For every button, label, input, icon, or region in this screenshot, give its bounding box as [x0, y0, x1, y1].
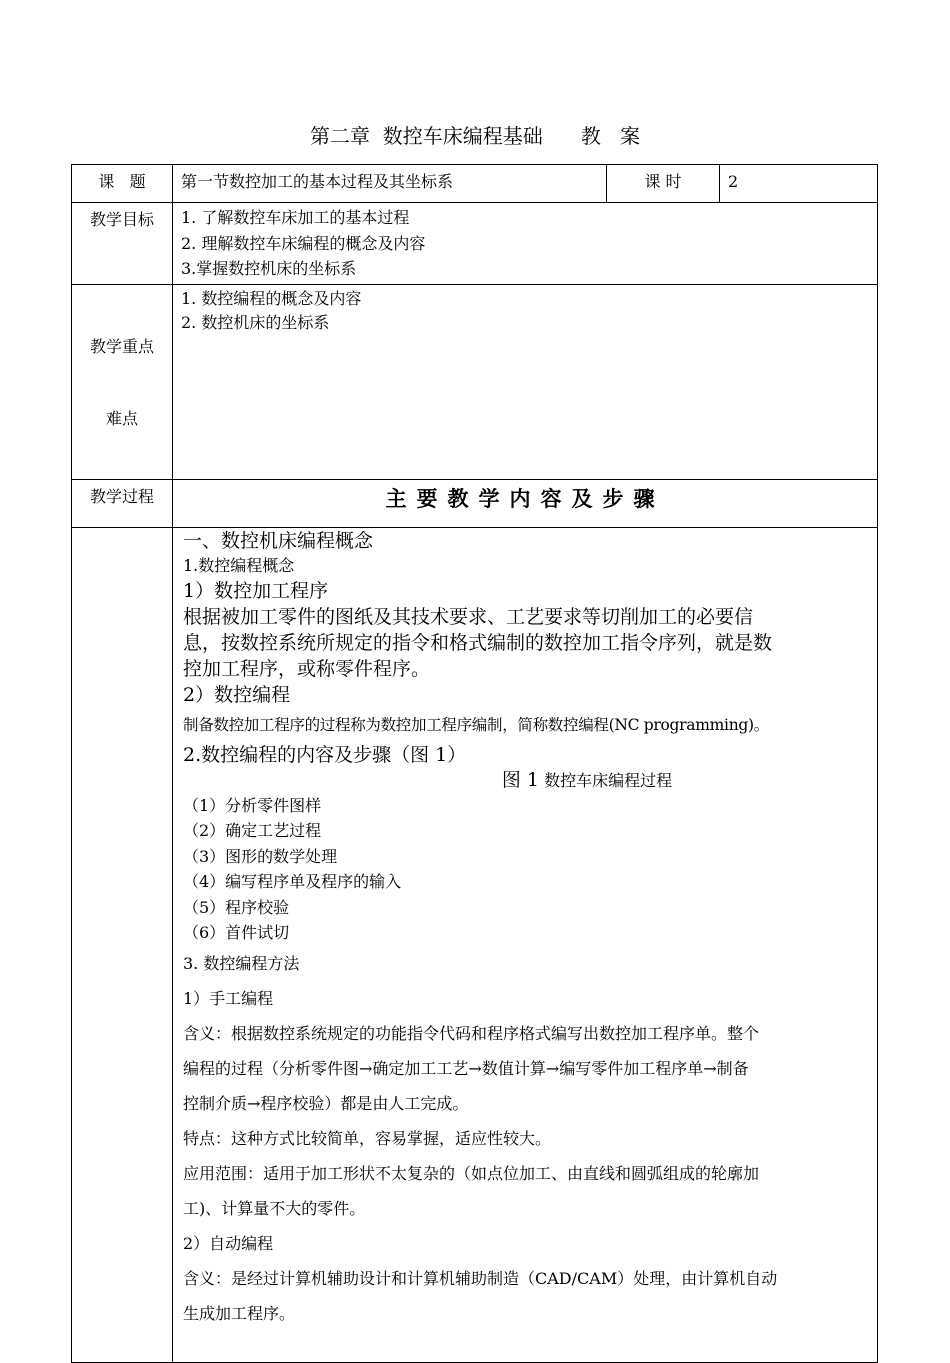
item-heading: 1）手工编程 [183, 989, 274, 1009]
process-row [72, 479, 878, 527]
item-heading: 2）自动编程 [183, 1234, 274, 1254]
content-row [72, 527, 878, 1362]
paragraph-line: 生成加工程序。 [183, 1304, 296, 1324]
item-heading: 2）数控编程 [183, 683, 291, 706]
figure-title: 数控车床编程过程 [544, 770, 673, 790]
goals-row [72, 203, 878, 285]
section-heading: 一、数控机床编程概念 [183, 529, 374, 552]
topic-value: 第一节数控加工的基本过程及其坐标系 [181, 172, 454, 191]
topic-row [72, 165, 878, 203]
content-header: 主要教学内容及步骤 [385, 486, 665, 511]
keypoints-label: 教学重点 [89, 336, 154, 356]
paragraph-line: 根据被加工零件的图纸及其技术要求、工艺要求等切削加工的必要信 [183, 605, 754, 628]
goal-item: 2. 理解数控车床编程的概念及内容 [181, 233, 426, 253]
subsection-heading: 1.数控编程概念 [183, 555, 295, 575]
process-label: 教学过程 [89, 486, 154, 506]
step-item: （5）程序校验 [183, 897, 290, 917]
paragraph-line: 编程的过程（分析零件图→确定加工工艺→数值计算→编写零件加工程序单→制备 [183, 1059, 749, 1079]
subsection-heading: 2.数控编程的内容及步骤（图 1） [183, 743, 467, 766]
paragraph-line: 应用范围：适用于加工形状不太复杂的（如点位加工、由直线和圆弧组成的轮廓加 [183, 1164, 760, 1184]
content-body [173, 528, 877, 1334]
item-heading: 1）数控加工程序 [183, 579, 329, 602]
step-item: （3）图形的数学处理 [183, 846, 338, 866]
paragraph-line: 含义：根据数控系统规定的功能指令代码和程序格式编写出数控加工程序单。整个 [183, 1024, 760, 1044]
keypoint-item: 2. 数控机床的坐标系 [181, 312, 330, 332]
topic-label: 课 题 [98, 172, 146, 191]
paragraph-line: 控加工程序，或称零件程序。 [183, 657, 431, 680]
step-item: （4）编写程序单及程序的输入 [183, 872, 402, 892]
hours-label: 课 时 [644, 172, 682, 191]
paragraph-line: 特点：这种方式比较简单，容易掌握，适应性较大。 [183, 1129, 552, 1149]
paragraph-line: 含义：是经过计算机辅助设计和计算机辅助制造（CAD/CAM）处理，由计算机自动 [183, 1269, 778, 1289]
goal-item: 1. 了解数控车床加工的基本过程 [181, 208, 410, 227]
paragraph-line: 工)、计算量不大的零件。 [183, 1199, 366, 1219]
subsection-heading: 3. 数控编程方法 [183, 954, 300, 974]
figure-caption [183, 768, 871, 793]
keypoints-label-2: 难点 [105, 408, 138, 428]
lesson-plan-table [71, 164, 878, 1363]
keypoint-item: 1. 数控编程的概念及内容 [181, 288, 362, 308]
paragraph-line: 控制介质→程序校验）都是由人工完成。 [183, 1094, 469, 1114]
goal-item: 3.掌握数控机床的坐标系 [181, 259, 357, 278]
keypoints-row [72, 284, 878, 479]
paragraph-line: 息，按数控系统所规定的指令和格式编制的数控加工指令序列，就是数 [183, 631, 773, 654]
goals-label: 教学目标 [89, 210, 154, 229]
figure-number: 图 1 [501, 768, 540, 791]
paragraph-line: 制备数控加工程序的过程称为数控加工程序编制，简称数控编程(NC programming)。 [183, 715, 769, 734]
page-title: 第二章 数控车床编程基础 教 案 [310, 124, 640, 148]
step-item: （1）分析零件图样 [183, 795, 322, 815]
hours-value: 2 [728, 172, 739, 191]
step-item: （2）确定工艺过程 [183, 821, 322, 841]
step-item: （6）首件试切 [183, 923, 290, 943]
